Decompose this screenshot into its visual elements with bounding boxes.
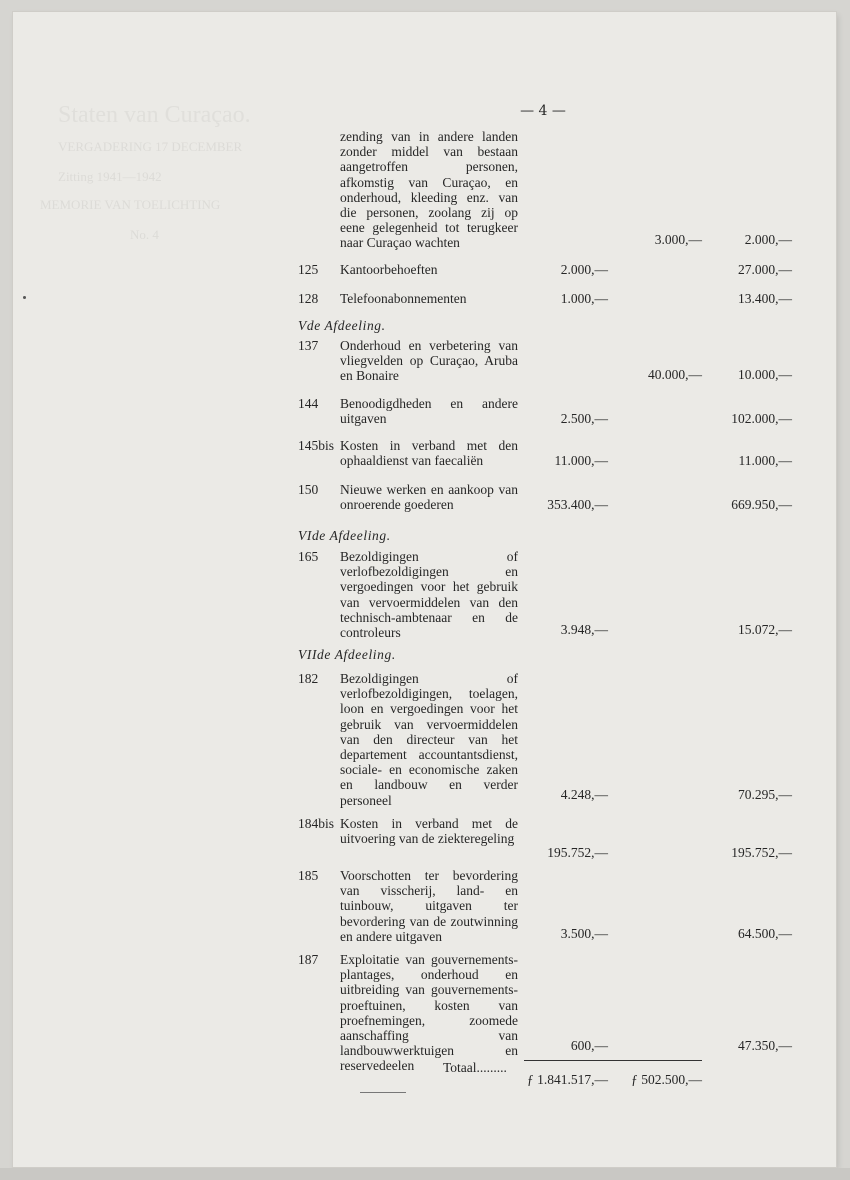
total-label: Totaal......... bbox=[443, 1060, 507, 1075]
page-number: — 4 — bbox=[520, 103, 566, 119]
total-col2: ƒ 502.500,— bbox=[631, 1072, 702, 1087]
amount-col1: 195.752,— bbox=[547, 845, 608, 860]
amount-col1: 4.248,— bbox=[560, 787, 608, 802]
item-description: Nieuwe werken en aankoop van onroerende goederen bbox=[340, 482, 518, 513]
item-description: Exploitatie van gouvernements-plantages, onderhoud en uitbreiding van gouvernements-proeftuinen, kosten van proefnemingen, zoomede aanschaffing van landbouwwerktuigen en reservedeelen bbox=[340, 952, 518, 1074]
amount-col1: 2.000,— bbox=[560, 262, 608, 277]
total-rule bbox=[524, 1060, 702, 1061]
item-code: 137 bbox=[298, 338, 319, 353]
amount-col1: 2.500,— bbox=[560, 411, 608, 426]
amount-col1: 3.948,— bbox=[560, 622, 608, 637]
amount-col2: 40.000,— bbox=[648, 367, 702, 382]
section-heading: VIIde Afdeeling. bbox=[298, 647, 396, 662]
amount-col3: 13.400,— bbox=[738, 291, 792, 306]
item-description: Kosten in verband met de uitvoering van de ziekteregeling bbox=[340, 816, 518, 847]
item-code: 165 bbox=[298, 549, 319, 564]
item-code: 144 bbox=[298, 396, 319, 411]
closing-rule bbox=[360, 1092, 406, 1093]
item-description: Benoodigdheden en andere uitgaven bbox=[340, 396, 518, 427]
amount-col3: 11.000,— bbox=[738, 453, 792, 468]
section-heading: Vde Afdeeling. bbox=[298, 318, 386, 333]
amount-col3: 15.072,— bbox=[738, 622, 792, 637]
item-description: Voorschotten ter bevordering van visscherij, land- en tuinbouw, uitgaven ter bevordering van de zoutwinning en andere uitgaven bbox=[340, 868, 518, 944]
amount-col3: 669.950,— bbox=[731, 497, 792, 512]
amount-col3: 2.000,— bbox=[744, 232, 792, 247]
total-col1: ƒ 1.841.517,— bbox=[527, 1072, 608, 1087]
amount-col3: 195.752,— bbox=[731, 845, 792, 860]
amount-col3: 47.350,— bbox=[738, 1038, 792, 1053]
bleed-through-line: No. 4 bbox=[130, 227, 159, 242]
amount-col1: 600,— bbox=[570, 1038, 608, 1053]
amount-col3: 64.500,— bbox=[738, 926, 792, 941]
item-code: 145bis bbox=[298, 438, 335, 453]
bleed-through-line: VERGADERING 17 DECEMBER bbox=[58, 139, 243, 154]
amount-col1: 353.400,— bbox=[547, 497, 608, 512]
item-code: 182 bbox=[298, 671, 319, 686]
item-description: Telefoonabonnementen bbox=[340, 291, 467, 306]
item-code: 128 bbox=[298, 291, 319, 306]
amount-col3: 10.000,— bbox=[738, 367, 792, 382]
amount-col1: 3.500,— bbox=[560, 926, 608, 941]
item-code: 184bis bbox=[298, 816, 335, 831]
amount-col2: 3.000,— bbox=[654, 232, 702, 247]
item-description: Bezoldigingen of verlofbezoldigingen, toelagen, loon en vergoedingen voor het gebruik van vervoermiddelen van den directeur van het departement accountantsdienst, sociale- en economische zaken en landbouw en verder personeel bbox=[340, 671, 518, 808]
item-description: Onderhoud en verbetering van vliegvelden op Curaçao, Aruba en Bonaire bbox=[340, 338, 518, 384]
bleed-through-title: Staten van Curaçao. bbox=[58, 102, 251, 128]
amount-col3: 102.000,— bbox=[731, 411, 792, 426]
item-code: 187 bbox=[298, 952, 319, 967]
item-code: 150 bbox=[298, 482, 319, 497]
item-code: 185 bbox=[298, 868, 319, 883]
bleed-through-line: Zitting 1941—1942 bbox=[58, 169, 162, 184]
amount-col1: 1.000,— bbox=[560, 291, 608, 306]
item-description: zending van in andere landen zonder middel van bestaan aangetroffen personen, afkomstig van Curaçao, en onderhoud, kleeding enz. van die personen, zoolang zij op eene gelegenheid tot terugkeer naar Curaçao wachten bbox=[340, 129, 518, 251]
item-description: Kantoorbehoeften bbox=[340, 262, 438, 277]
section-heading: VIde Afdeeling. bbox=[298, 528, 391, 543]
bleed-through-line: MEMORIE VAN TOELICHTING bbox=[40, 197, 221, 212]
amount-col1: 11.000,— bbox=[554, 453, 608, 468]
amount-col3: 27.000,— bbox=[738, 262, 792, 277]
scan-bottom-edge bbox=[0, 1168, 850, 1180]
item-description: Kosten in verband met den ophaaldienst van faecaliën bbox=[340, 438, 518, 469]
item-code: 125 bbox=[298, 262, 319, 277]
amount-col3: 70.295,— bbox=[738, 787, 792, 802]
item-description: Bezoldigingen of verlofbezoldigingen en vergoedingen voor het gebruik van vervoermiddelen van den technisch-ambtenaar en de controleurs bbox=[340, 549, 518, 641]
